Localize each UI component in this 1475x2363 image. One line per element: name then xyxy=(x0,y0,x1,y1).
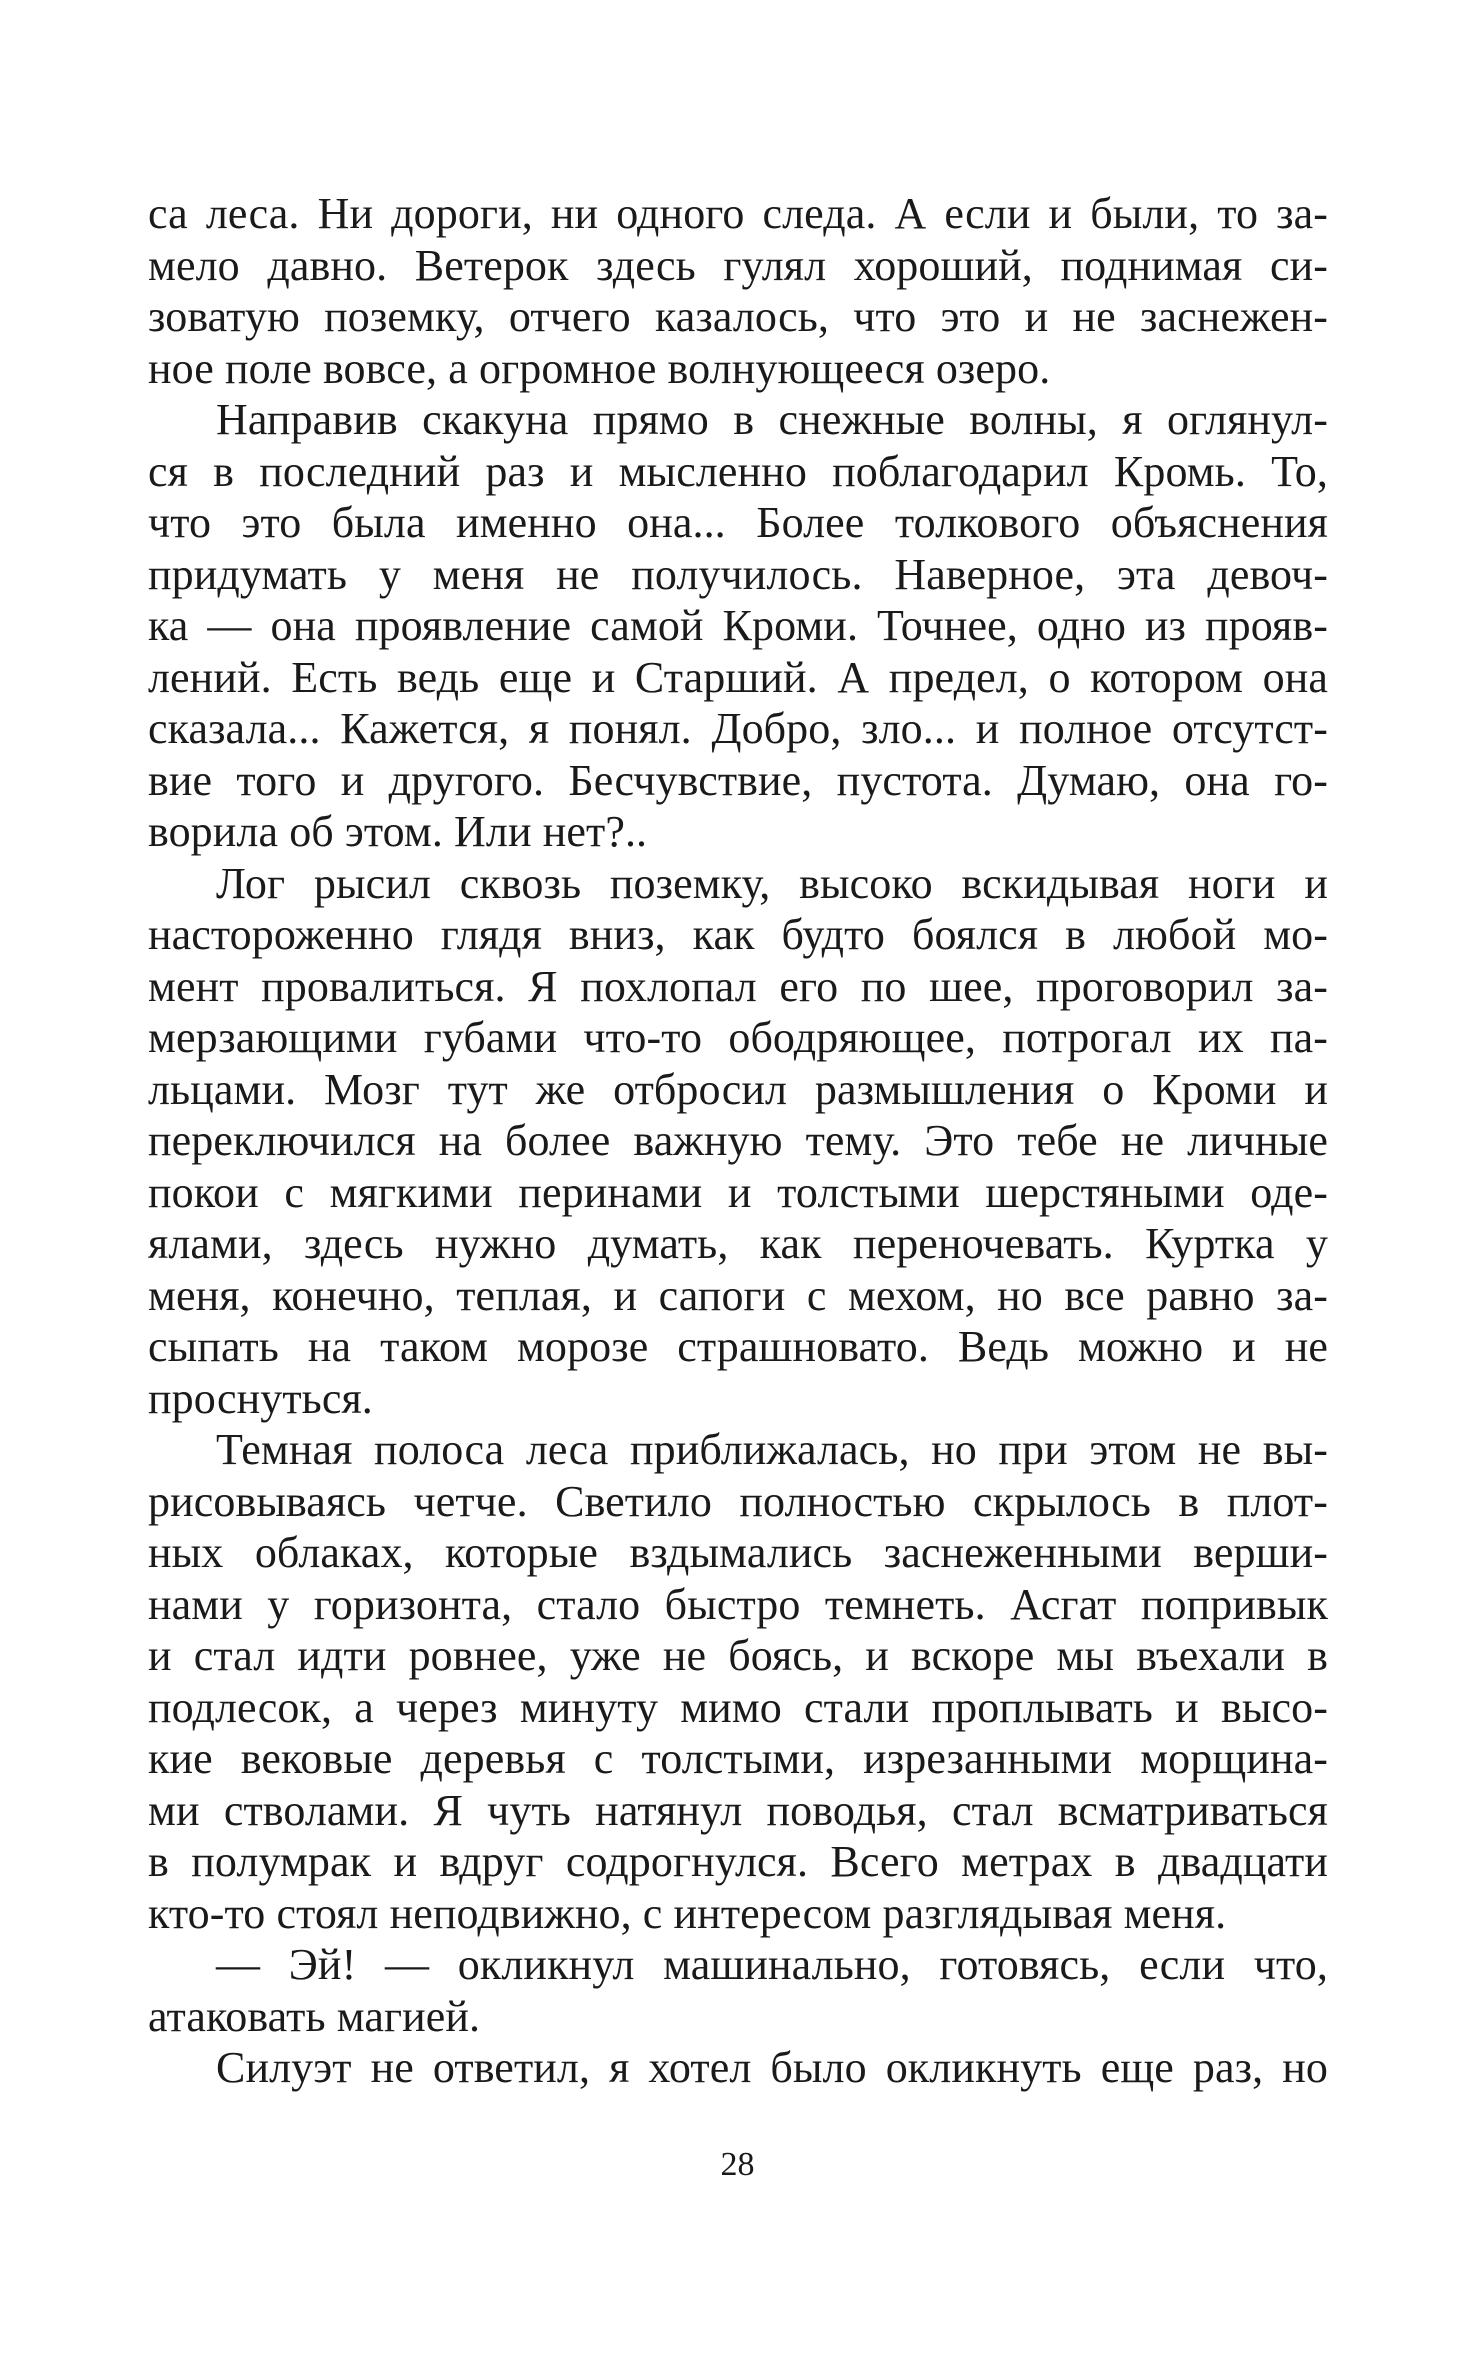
text-line: меня, конечно, теплая, и сапоги с мехом, но все равно за- xyxy=(148,1270,1328,1320)
text-line: ное поле вовсе, а огромное волнующееся озеро. xyxy=(148,343,1051,393)
text-line: Направив скакуна прямо в снежные волны, я оглянул- xyxy=(216,395,1328,444)
text-line: в полумрак и вдруг содрогнулся. Всего метрах в двадцати xyxy=(148,1837,1328,1886)
text-line: са леса. Ни дороги, ни одного следа. А если и были, то за- xyxy=(148,189,1328,238)
text-line: сказала... Кажется, я понял. Добро, зло... и полное отсутст- xyxy=(148,704,1328,753)
text-line: покои с мягкими перинами и толстыми шерстяными оде- xyxy=(148,1167,1328,1217)
text-line: переключился на более важную тему. Это тебе не личные xyxy=(148,1116,1328,1165)
page-body-text xyxy=(148,188,1328,2094)
text-line: мело давно. Ветерок здесь гулял хороший, поднимая си- xyxy=(148,240,1328,290)
text-line: подлесок, а через минуту мимо стали проплывать и высо- xyxy=(148,1682,1328,1732)
text-line: зоватую поземку, отчего казалось, что это и не заснежен- xyxy=(148,292,1328,341)
text-line: лений. Есть ведь еще и Старший. А предел, о котором она xyxy=(148,652,1328,702)
text-line: ялами, здесь нужно думать, как переночевать. Куртка у xyxy=(148,1219,1328,1268)
text-line: Лог рысил сквозь поземку, высоко вскидывая ноги и xyxy=(216,858,1328,908)
text-line: кто-то стоял неподвижно, с интересом разглядывая меня. xyxy=(148,1888,1227,1938)
text-line: кие вековые деревья с толстыми, изрезанными морщина- xyxy=(148,1734,1328,1783)
text-line: ворила об этом. Или нет?.. xyxy=(148,807,648,856)
page-number: 28 xyxy=(720,2146,755,2183)
text-line: Силуэт не ответил, я хотел было окликнуть еще раз, но xyxy=(216,2043,1328,2092)
text-line: ка — она проявление самой Кроми. Точнее, одно из прояв- xyxy=(148,601,1328,650)
text-line: — Эй! — окликнул машинально, готовясь, если что, xyxy=(216,1940,1328,1989)
text-line: атаковать магией. xyxy=(148,1991,481,2041)
text-line: ных облаках, которые вздымались заснеженными верши- xyxy=(148,1528,1328,1577)
text-line: и стал идти ровнее, уже не боясь, и вскоре мы въехали в xyxy=(148,1631,1328,1680)
text-line: настороженно глядя вниз, как будто боялся в любой мо- xyxy=(148,910,1328,959)
text-line: мент провалиться. Я похлопал его по шее, проговорил за- xyxy=(148,961,1328,1011)
text-line: что это была именно она... Более толкового объяснения xyxy=(148,498,1328,547)
text-line: рисовываясь четче. Светило полностью скрылось в плот- xyxy=(148,1476,1328,1526)
text-line: сыпать на таком морозе страшновато. Ведь можно и не xyxy=(148,1322,1328,1371)
text-line: мерзающими губами что-то ободряющее, потрогал их па- xyxy=(148,1013,1328,1062)
text-line: ми стволами. Я чуть натянул поводья, стал всматриваться xyxy=(148,1785,1328,1835)
text-line: Темная полоса леса приближалась, но при этом не вы- xyxy=(216,1425,1328,1474)
text-line: ся в последний раз и мысленно поблагодарил Кромь. То, xyxy=(148,446,1328,496)
text-line: проснуться. xyxy=(148,1373,373,1423)
text-line: вие того и другого. Бесчувствие, пустота. Думаю, она го- xyxy=(148,755,1328,805)
text-line: льцами. Мозг тут же отбросил размышления о Кроми и xyxy=(148,1064,1328,1114)
text-line: придумать у меня не получилось. Наверное, эта девоч- xyxy=(148,549,1328,599)
text-line: нами у горизонта, стало быстро темнеть. Асгат попривык xyxy=(148,1579,1328,1629)
